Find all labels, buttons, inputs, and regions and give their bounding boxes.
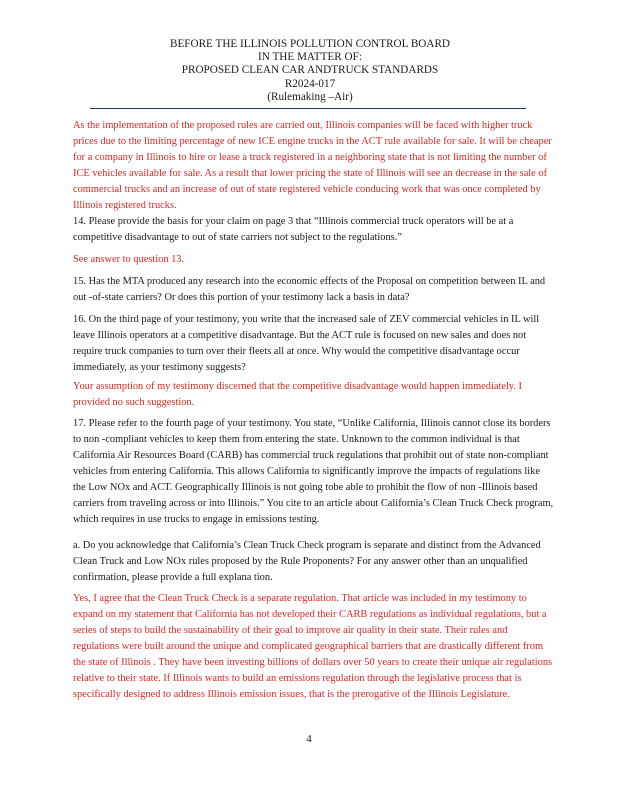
- question-17: 17. Please refer to the fourth page of your testimony. You state, “Unlike California, Illinois cannot close its borders to non -compliant vehicles to keep them from entering the state. Unknown to the common individual is that California Air Resources Board (CARB) has commercial truck regulations that prohibit out of state non-compliant vehicles from entering California. This allows California to significantly improve the impacts of regulations like the Low NOx and ACT. Geographically Illinois is not going tobe able to prohibit the flow of non -Illinois based carriers from traveling across or into Illinois.” You cite to an article about California’s Clean Truck Check program, which requires in use trucks to engage in emissions testing.: [73, 418, 554, 525]
- answer-16: Your assumption of my testimony discerned that the competitive disadvantage would happen immediately. I provided no such suggestion.: [73, 381, 523, 408]
- header-line-rulemaking: (Rulemaking –Air): [267, 91, 353, 103]
- question-14: 14. Please provide the basis for your claim on page 3 that “Illinois commercial truck operators will be at a competitive disadvantage to out of state carriers not subject to the regulations.”: [73, 216, 514, 243]
- question-15: 15. Has the MTA produced any research into the economic effects of the Proposal on competition between IL and out -of-state carriers? Or does this portion of your testimony lack a basis in data?: [73, 276, 546, 303]
- header-line-docket: R2024-017: [284, 78, 336, 90]
- page-number: 4: [306, 733, 312, 745]
- answer-14: See answer to question 13.: [73, 254, 185, 265]
- answer-17a: Yes, I agree that the Clean Truck Check is a separate regulation. That article was included in my testimony to expand on my statement that California has not developed their CARB regulations as individual regulations, but a series of steps to build the sustainability of their goal to improve air quality in their state. Their rules and regulations were built around the unique and complicated geographical barriers that are drastically different from the state of Illinois . They have been investing billions of dollars over 50 years to create their unique air regulations relative to their state. If Illinois wants to build an emissions regulation through the legislative process that is specifically designed to address Illinois emission issues, that is the prerogative of the Illinois Legislature.: [73, 593, 553, 700]
- header-line-board: BEFORE THE ILLINOIS POLLUTION CONTROL BOARD: [170, 38, 450, 50]
- header-divider: [90, 108, 526, 109]
- answer-13-continued: As the implementation of the proposed rules are carried out, Illinois companies will be faced with higher truck prices due to the limiting percentage of new ICE engine trucks in the ACT rule available for sale. It will be cheaper for a company in Illinois to hire or lease a truck registered in a neighboring state that is not limiting the number of ICE vehicles available for sale. As a result that lower pricing the state of Illinois will see an decrease in the sale of commercial trucks and an increase of out of state registered vehicle conducing work that was once completed by Illinois registered trucks.: [73, 120, 552, 211]
- header-line-proposed: PROPOSED CLEAN CAR ANDTRUCK STANDARDS: [181, 64, 439, 76]
- header-line-matter: IN THE MATTER OF:: [258, 51, 362, 63]
- question-17a: a. Do you acknowledge that California’s Clean Truck Check program is separate and distinct from the Advanced Clean Truck and Low NOx rules proposed by the Rule Proponents? For any answer other than an unqualified confirmation, please provide a full explana tion.: [73, 540, 541, 583]
- question-16: 16. On the third page of your testimony, you write that the increased sale of ZEV commercial vehicles in IL will leave Illinois operators at a competitive disadvantage. But the ACT rule is focused on new sales and does not require truck companies to turn over their fleets all at once. Why would the competitive disadvantage occur immediately, as your testimony suggests?: [73, 314, 540, 373]
